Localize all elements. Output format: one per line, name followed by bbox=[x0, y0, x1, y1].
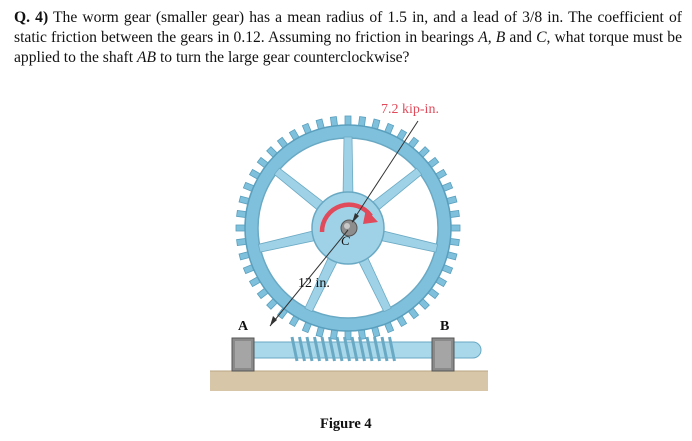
question-body-1: The worm gear (smaller gear) has a mean radius of 1.5 in, and a lead of 3/8 in. The coefficient of static friction between the gears in 0.12. Assuming no friction in bearings bbox=[14, 9, 682, 46]
question-number: Q. 4) bbox=[14, 9, 49, 26]
label-b: B bbox=[440, 319, 450, 334]
figure-caption: Figure 4 bbox=[320, 416, 372, 432]
bearing-b-face bbox=[435, 341, 451, 368]
torque-label: 7.2 kip-in. bbox=[381, 102, 439, 117]
gear-spoke bbox=[343, 137, 353, 198]
radius-label: 12 in. bbox=[298, 276, 330, 291]
separator: , bbox=[487, 29, 496, 46]
gear-axle-highlight bbox=[344, 223, 350, 229]
bearing-c-ref: C bbox=[536, 29, 547, 46]
label-a: A bbox=[238, 319, 249, 334]
separator: and bbox=[505, 29, 537, 46]
question-body-3: to turn the large gear counterclockwise? bbox=[156, 49, 410, 66]
label-c: C bbox=[341, 233, 350, 248]
bearing-b-ref: B bbox=[495, 29, 506, 46]
shaft-ref: AB bbox=[136, 49, 157, 66]
bearing-a-ref: A bbox=[478, 29, 488, 46]
bearing-a-face bbox=[235, 341, 251, 368]
ground-base bbox=[210, 371, 488, 391]
radius-arrowhead-outer bbox=[270, 316, 277, 326]
question-body-2: , what torque must be applied to the shaft bbox=[14, 29, 683, 66]
